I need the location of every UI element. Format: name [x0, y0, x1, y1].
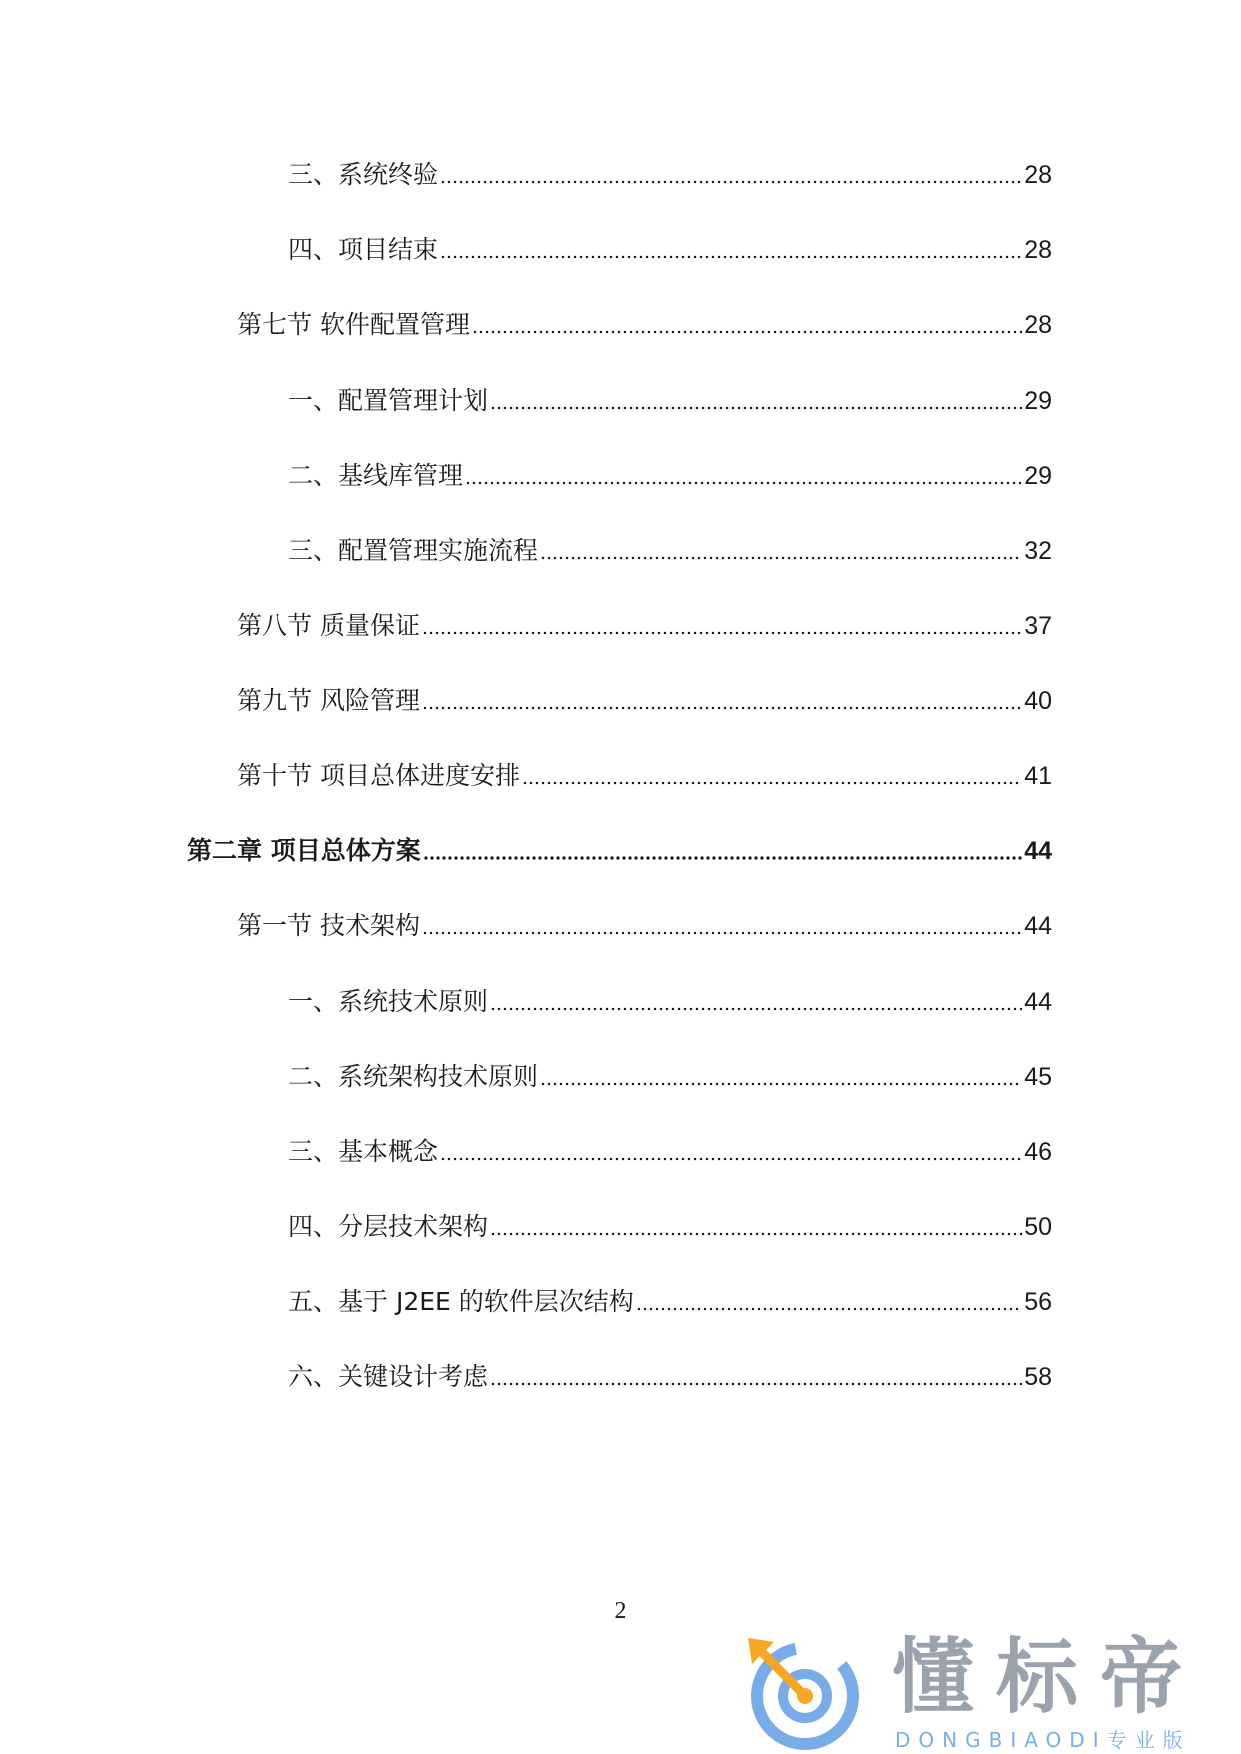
- toc-entry[interactable]: [288, 381, 1052, 421]
- toc-entry-page: 29: [1024, 462, 1052, 490]
- toc-dot-leader: [422, 705, 1022, 711]
- watermark: [740, 1630, 1240, 1754]
- toc-entry-title: 四、项目结束: [288, 235, 439, 264]
- toc-entry[interactable]: [288, 1282, 1052, 1322]
- toc-dot-leader: [540, 555, 1022, 561]
- toc-entry-title: 二、基线库管理: [288, 461, 464, 490]
- toc-dot-leader: [636, 1306, 1022, 1312]
- toc-entry[interactable]: [288, 1132, 1052, 1172]
- toc-entry-page: 44: [1024, 912, 1052, 940]
- toc-entry-title: 第八节 质量保证: [237, 611, 420, 640]
- toc-dot-leader: [465, 480, 1022, 486]
- toc-entry[interactable]: [288, 230, 1052, 270]
- toc-entry-title: 三、系统终验: [288, 160, 439, 189]
- toc-dot-leader: [540, 1081, 1022, 1087]
- toc-entry[interactable]: [237, 681, 1052, 721]
- watermark-brand-name: 懂标帝: [892, 1630, 1205, 1725]
- toc-dot-leader: [490, 1231, 1022, 1237]
- toc-dot-leader: [440, 1156, 1022, 1162]
- toc-entry[interactable]: [288, 531, 1052, 571]
- toc-chapter-entry[interactable]: [187, 831, 1052, 871]
- toc-entry-title: 三、配置管理实施流程: [288, 536, 539, 565]
- toc-entry-title: 第十节 项目总体进度安排: [237, 761, 520, 790]
- toc-entry-page: 44: [1024, 837, 1052, 865]
- toc-entry-title: 六、关键设计考虑: [288, 1362, 489, 1391]
- toc-dot-leader: [422, 630, 1022, 636]
- toc-entry-page: 56: [1024, 1288, 1052, 1316]
- toc-entry-page: 40: [1024, 687, 1052, 715]
- toc-entry-page: 44: [1024, 988, 1052, 1016]
- target-logo-icon: [740, 1630, 870, 1754]
- toc-entry-page: 50: [1024, 1213, 1052, 1241]
- toc-entry-title: 一、系统技术原则: [288, 987, 489, 1016]
- toc-entry-page: 58: [1024, 1363, 1052, 1391]
- toc-dot-leader: [490, 405, 1022, 411]
- toc-entry-page: 29: [1024, 387, 1052, 415]
- toc-entry-page: 28: [1024, 236, 1052, 264]
- toc-entry[interactable]: [288, 1057, 1052, 1097]
- toc-dot-leader: [522, 780, 1022, 786]
- toc-entry-title: 第七节 软件配置管理: [237, 310, 470, 339]
- toc-entry-title: 二、系统架构技术原则: [288, 1062, 539, 1091]
- toc-dot-leader: [490, 1006, 1022, 1012]
- toc-entry[interactable]: [288, 1357, 1052, 1397]
- toc-entry-page: 37: [1024, 612, 1052, 640]
- toc-dot-leader: [472, 329, 1022, 335]
- toc-dot-leader: [440, 254, 1022, 260]
- page-number: 2: [614, 1598, 627, 1624]
- toc-entry-page: 41: [1024, 762, 1052, 790]
- toc-entry-page: 28: [1024, 161, 1052, 189]
- toc-entry-title: 第一节 技术架构: [237, 911, 420, 940]
- toc-entry-title: 一、配置管理计划: [288, 386, 489, 415]
- toc-entry-title: 第九节 风险管理: [237, 686, 420, 715]
- toc-entry[interactable]: [288, 982, 1052, 1022]
- toc-entry[interactable]: [288, 155, 1052, 195]
- toc-dot-leader: [490, 1381, 1022, 1387]
- toc-entry-page: 46: [1024, 1138, 1052, 1166]
- toc-entry-title: 四、分层技术架构: [288, 1212, 489, 1241]
- toc-entry-title: 三、基本概念: [288, 1137, 439, 1166]
- toc-entry[interactable]: [237, 305, 1052, 345]
- toc-dot-leader: [423, 855, 1022, 861]
- toc-dot-leader: [422, 930, 1022, 936]
- toc-entry-title: 第二章 项目总体方案: [187, 836, 421, 865]
- toc-entry[interactable]: [288, 456, 1052, 496]
- watermark-brand-subtitle: DONGBIAODI专业版: [895, 1728, 1191, 1752]
- toc-entry[interactable]: [237, 606, 1052, 646]
- toc-entry-title: 五、基于 J2EE 的软件层次结构: [288, 1287, 634, 1316]
- toc-entry[interactable]: [237, 906, 1052, 946]
- toc-entry[interactable]: [237, 756, 1052, 796]
- toc-entry-page: 45: [1024, 1063, 1052, 1091]
- toc-entry-page: 32: [1024, 537, 1052, 565]
- toc-entry-page: 28: [1024, 311, 1052, 339]
- toc-entry[interactable]: [288, 1207, 1052, 1247]
- toc-dot-leader: [440, 179, 1022, 185]
